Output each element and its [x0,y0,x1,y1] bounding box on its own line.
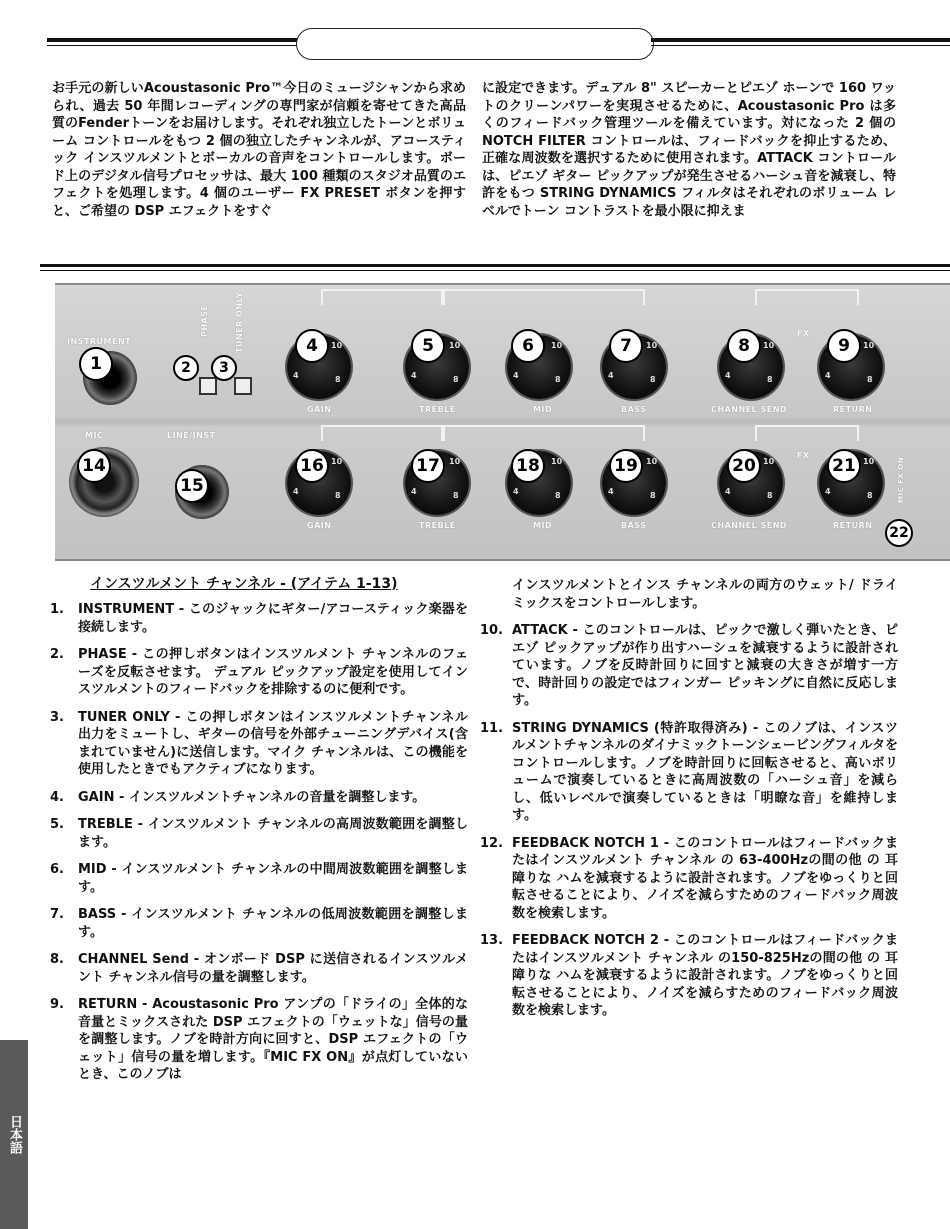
knob-mid-bottom: 10 4 8 [507,451,571,515]
label-mid-bottom: MID [533,521,553,530]
knob-return-bottom: 10 4 8 [819,451,883,515]
badge-2: 2 [173,355,199,381]
list-item: 13. FEEDBACK NOTCH 2 - このコントロールはフィードバックまたはインスツルメント チャンネル の150-825Hzの間の他 の 耳障りな ハムを減衰するように設計されます。ノブをゆっくりと回転させることにより、ノイズを減らすためのフィードバック周波数を検索します。 [480,933,898,1018]
knob-return-top: 10 4 8 [819,335,883,399]
section-heading: インスツルメント チャンネル - (アイテム 1-13) [90,576,398,592]
list-item: 3. TUNER ONLY - この押しボタンはインスツルメントチャンネル出力をミュートし、ギターの信号を外部チューニングデバイス(含まれていません)に送信します。マイク チャンネルは、この機能を使用したときでもアクティブになります。 [50,709,468,777]
list-item: 10. ATTACK - このコントロールは、ピックで激しく弾いたとき、ピエゾ ピックアップが作り出すハーシュを減衰するように設計されています。ノブを反時計回りに回すと減衰の大きさが増す一方で、時計回りの設定ではフィンガー ピッキングに自然に反応します。 [480,623,898,708]
knob-bass-top: 10 4 8 [602,335,666,399]
label-tuner: TUNER ONLY [235,291,244,353]
label-send-top: CHANNEL SEND [711,405,788,414]
label-fx-top: FX [797,329,810,338]
list-item: 5. TREBLE - インスツルメント チャンネルの高周波数範囲を調整します。 [50,817,468,850]
knob-send-bottom: 10 4 8 [719,451,783,515]
bracket-top-1 [321,289,445,305]
label-mic: MIC [85,431,104,440]
badge-6: 6 [511,329,545,363]
label-bass-top: BASS [621,405,647,414]
knob-bass-bottom: 10 4 8 [602,451,666,515]
badge-8: 8 [727,329,761,363]
list-item: 4. GAIN - インスツルメントチャンネルの音量を調整します。 [50,789,426,805]
label-gain-top: GAIN [307,405,332,414]
list-item: 7. BASS - インスツルメント チャンネルの低周波数範囲を調整します。 [50,907,468,940]
badge-5: 5 [411,329,445,363]
section-rule [40,264,950,267]
label-mid-top: MID [533,405,553,414]
label-treble-top: TREBLE [419,405,456,414]
intro-right-column: に設定できます。デュアル 8" スピーカーとピエゾ ホーンで 160 ワットのクリーンパワーを実現させるために、Acoustasonic Pro は多くのフィードバック管理ツールを備えています。対になった 2 個の NOTCH FILTER コントロールは、フィードバックを抑止するため、正確な周波数を選択するために使用されます。ATTACK コントロールは、ピエゾ ギター ピックアップが発生させるハーシュ音を減衰し、特許をもつ STRING DYNAMICS フィルタはそれぞれのボリューム レベルでトーン コントラストを最小限に抑えま [482,81,896,219]
list-item: 6. MID - インスツルメント チャンネルの中間周波数範囲を調整します。 [50,862,468,895]
badge-16: 16 [295,449,329,483]
list-item: 2. PHASE - この押しボタンはインスツルメント チャンネルのフェーズを反転させます。 デュアル ピックアップ設定を使用してインスツルメントのフィードバックを排除するのに便利です。 [50,647,468,697]
knob-treble-top: 10 4 8 [405,335,469,399]
label-bass-bottom: BASS [621,521,647,530]
badge-15: 15 [175,469,209,503]
knob-send-top: 10 4 8 [719,335,783,399]
tuner-button [234,377,252,395]
badge-3: 3 [211,355,237,381]
badge-9: 9 [827,329,861,363]
label-return-top: RETURN [833,405,873,414]
intro-left-column: お手元の新しいAcoustasonic Pro™今日のミュージシャンから求められ、過去 50 年間レコーディングの専門家が信頼を寄せてきた高品質のFenderトーンをお届けします。それぞれ独立したトーンとボリューム コントロールをもつ 2 個の独立したチャンネルが、アコースティック インスツルメントとボーカルの音声をコントロールします。ボード上のデジタル信号プロセッサは、最大 100 種類のスタジオ品質のエフェクトを処理します。4 個のユーザー FX PRESET ボタンを押すと、ご希望の DSP エフェクトをすぐ [52,81,466,219]
knob-gain-top: 10 4 8 [287,335,351,399]
badge-1: 1 [79,347,113,381]
badge-19: 19 [609,449,643,483]
list-item: 1. INSTRUMENT - このジャックにギター/アコースティック楽器を接続します。 [50,602,468,635]
label-gain-bottom: GAIN [307,521,332,530]
badge-17: 17 [411,449,445,483]
bracket-top-3 [755,289,859,305]
label-treble-bottom: TREBLE [419,521,456,530]
bracket-top-2 [441,289,645,305]
list-item: 11. STRING DYNAMICS (特許取得済み) - このノブは、インスツルメントチャンネルのダイナミックトーンシェービングフィルタをコントロールします。ノブを時計回りに回転させると、高いボリュームで演奏しているときに高周波数の「ハーシュ音」を減らし、低いレベルで演奏しているときは「明瞭な音」を維持します。 [480,720,898,823]
control-panel-photo [55,283,950,561]
badge-21: 21 [827,449,861,483]
header-rule-left [47,38,297,42]
list-item-continuation: インスツルメントとインス チャンネルの両方のウェット/ ドライ ミックスをコントロールします。 [512,578,898,611]
badge-20: 20 [727,449,761,483]
header-rule-left-thin [47,45,297,46]
list-item: 9. RETURN - Acoustasonic Pro アンプの「ドライの」全体的な音量とミックスされた DSP エフェクトの「ウェットな」信号の量を調整します。ノブを時計方向に回すと、DSP エフェクトの「ウェット」信号の量を増します。『MIC FX ON』が点灯していないとき、このノブは [50,997,468,1082]
header-rule-right [651,38,950,42]
bracket-bottom-3 [755,425,859,441]
badge-18: 18 [511,449,545,483]
knob-mid-top: 10 4 8 [507,335,571,399]
label-mic-fx-on: MIC FX ON [897,456,905,503]
header-rule-right-thin [651,45,950,46]
label-send-bottom: CHANNEL SEND [711,521,788,530]
label-instrument: INSTRUMENT [67,337,132,346]
label-fx-bottom: FX [797,451,810,460]
header-pill [296,28,654,60]
knob-gain-bottom: 10 4 8 [287,451,351,515]
item-list-right [480,577,898,1030]
badge-7: 7 [609,329,643,363]
label-phase: PHASE [200,304,209,337]
label-line-inst: LINE/INST [167,431,216,440]
phase-button [199,377,217,395]
label-return-bottom: RETURN [833,521,873,530]
item-list-left [50,601,468,1094]
knob-treble-bottom: 10 4 8 [405,451,469,515]
badge-4: 4 [295,329,329,363]
badge-22: 22 [885,519,913,547]
bracket-bottom-1 [321,425,445,441]
section-rule-thin [40,270,950,271]
language-side-tab: 日本語 [0,1040,28,1229]
bracket-bottom-2 [441,425,645,441]
list-item: 12. FEEDBACK NOTCH 1 - このコントロールはフィードバックまたはインスツルメント チャンネル の 63-400Hzの間の他 の 耳障りな ハムを減衰するように設計されます。ノブをゆっくりと回転させることにより、ノイズを減らすためのフィードバック周波数を検索します。 [480,835,898,921]
badge-14: 14 [77,449,111,483]
list-item: 8. CHANNEL Send - オンボード DSP に送信されるインスツルメント チャンネル信号の量を調整します。 [50,952,468,985]
